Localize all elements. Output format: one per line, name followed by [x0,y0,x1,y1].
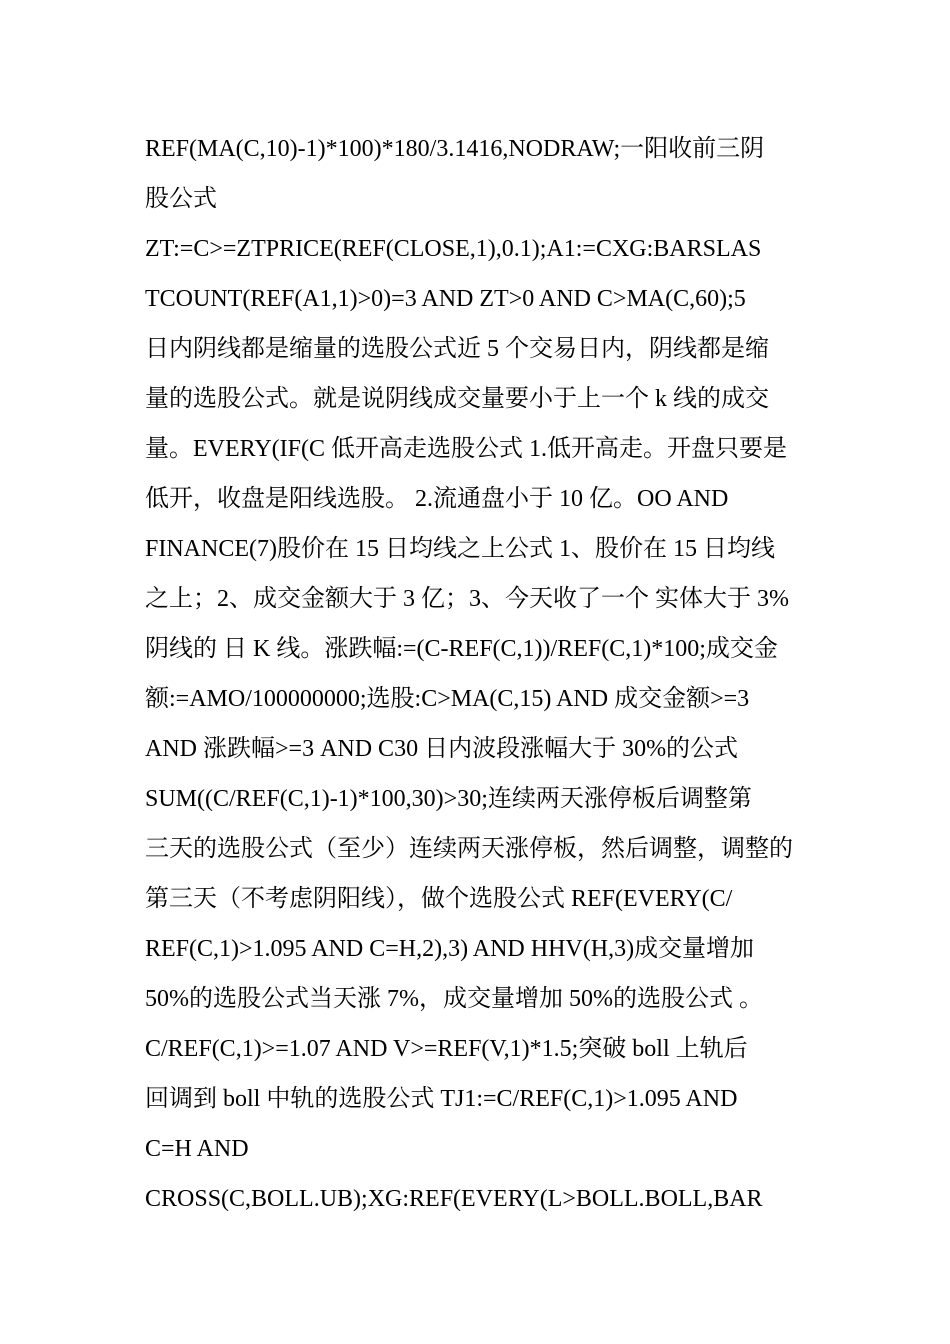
text-line-8: 低开，收盘是阳线选股。 2.流通盘小于 10 亿。OO AND [145,486,729,512]
text-line-7: 量。EVERY(IF(C 低开高走选股公式 1.低开高走。开盘只要是 [145,436,787,462]
text-line-16: 第三天（不考虑阴阳线），做个选股公式 REF(EVERY(C/ [145,886,733,912]
text-line-15: 三天的选股公式（至少）连续两天涨停板，然后调整，调整的 [145,836,793,862]
text-line-5: 日内阴线都是缩量的选股公式近 5 个交易日内，阴线都是缩 [145,336,769,362]
text-line-12: 额:=AMO/100000000;选股:C>MA(C,15) AND 成交金额>=3 [145,686,750,712]
body-text [145,124,810,1224]
text-line-11: 阴线的 日 K 线。涨跌幅:=(C-REF(C,1))/REF(C,1)*100;成交金 [145,636,778,662]
text-line-10: 之上；2、成交金额大于 3 亿；3、今天收了一个 实体大于 3% [145,586,789,612]
text-line-9: FINANCE(7)股价在 15 日均线之上公式 1、股价在 15 日均线 [145,536,775,562]
text-line-18: 50%的选股公式当天涨 7%，成交量增加 50%的选股公式 。 [145,986,763,1012]
text-line-4: TCOUNT(REF(A1,1)>0)=3 AND ZT>0 AND C>MA(C,60);5 [145,286,746,312]
text-line-22: CROSS(C,BOLL.UB);XG:REF(EVERY(L>BOLL.BOLL,BAR [145,1186,763,1212]
text-line-17: REF(C,1)>1.095 AND C=H,2),3) AND HHV(H,3)成交量增加 [145,936,755,962]
text-line-21: C=H AND [145,1136,249,1162]
text-line-6: 量的选股公式。就是说阴线成交量要小于上一个 k 线的成交 [145,386,769,412]
text-line-13: AND 涨跌幅>=3 AND C30 日内波段涨幅大于 30%的公式 [145,736,739,762]
text-line-20: 回调到 boll 中轨的选股公式 TJ1:=C/REF(C,1)>1.095 AND [145,1086,738,1112]
text-line-1: REF(MA(C,10)-1)*100)*180/3.1416,NODRAW;一阳收前三阴 [145,136,765,162]
text-line-2: 股公式 [145,186,217,212]
text-line-14: SUM((C/REF(C,1)-1)*100,30)>30;连续两天涨停板后调整第 [145,786,752,812]
text-line-19: C/REF(C,1)>=1.07 AND V>=REF(V,1)*1.5;突破 boll 上轨后 [145,1036,748,1062]
text-line-3: ZT:=C>=ZTPRICE(REF(CLOSE,1),0.1);A1:=CXG:BARSLAS [145,236,762,262]
